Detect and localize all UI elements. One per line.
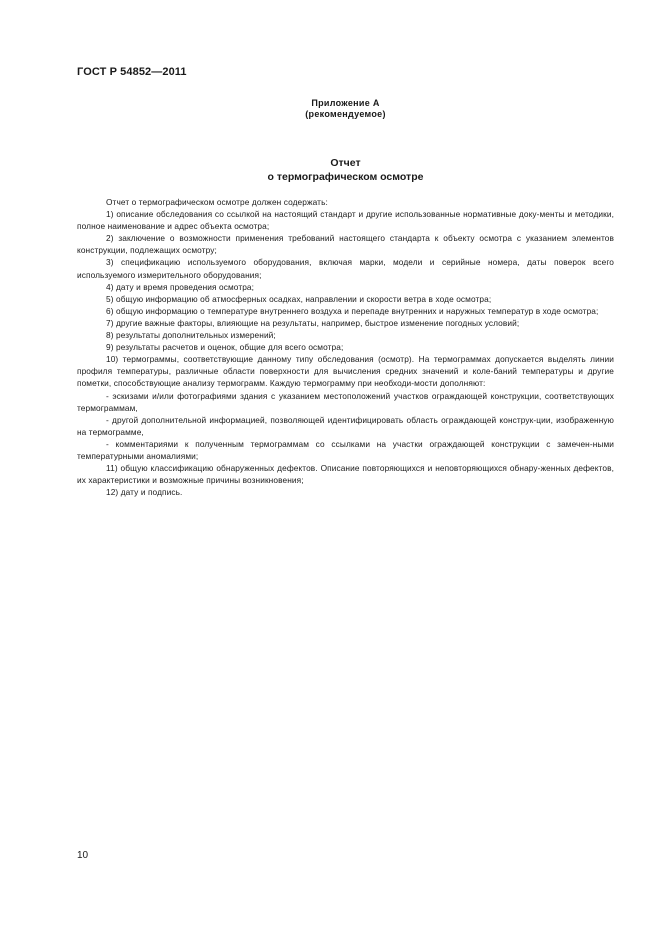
list-item-4: 4) дату и время проведения осмотра;: [106, 281, 255, 292]
sub-item-comments: - комментариями к полученным термограммам со ссылками на участки ограждающей конструкции с замечен-ными температурными аномалиями;: [77, 438, 614, 461]
list-item-10: 10) термограммы, соответствующие данному типу обследования (осмотр). На термограммах допускается выделять линии профиля температуры, различные области поверхности для вычисления средних значений и коле-баний температуры и другие пометки, способствующие анализу термограмм. Каждую термограмму при необходи-мости дополняют:: [77, 354, 614, 389]
list-item-9: 9) результаты расчетов и оценок, общие для всего осмотра;: [106, 342, 344, 353]
annex-heading: [0, 98, 661, 120]
sub-item-sketches: - эскизами и/или фотографиями здания с указанием местоположений участков ограждающей конструкции, соответствующих термограммам,: [77, 390, 614, 413]
report-body: [77, 196, 614, 498]
list-item-7: 7) другие важные факторы, влияющие на результаты, например, быстрое изменение погодных условий;: [106, 317, 520, 328]
intro-paragraph: Отчет о термографическом осмотре должен содержать:: [106, 197, 328, 207]
list-item-12: 12) дату и подпись.: [106, 487, 183, 498]
title-line-1: Отчет: [330, 157, 361, 169]
list-item-6: 6) общую информацию о температуре внутреннего воздуха и перепаде внутренних и наружных температур в ходе осмотра;: [106, 305, 599, 316]
list-item-3: 3) спецификацию используемого оборудования, включая марки, модели и серийные номера, даты поверок всего используемого измерительного оборудования;: [77, 257, 614, 280]
title-line-2: о термографическом осмотре: [267, 170, 424, 183]
annex-label: Приложение А: [311, 98, 380, 108]
sub-item-additional-info: - другой дополнительной информацией, позволяющей идентифицировать область ограждающей конструк-ции, изображенную на термограмме,: [77, 414, 614, 437]
annex-kind: (рекомендуемое): [305, 109, 386, 119]
list-item-11: 11) общую классификацию обнаруженных дефектов. Описание повторяющихся и неповторяющихся обнару-женных дефектов, их характеристики и возможные причины возникновения;: [77, 463, 614, 486]
list-item-5: 5) общую информацию об атмосферных осадках, направлении и скорости ветра в ходе осмотра;: [106, 293, 492, 304]
document-code: ГОСТ Р 54852—2011: [77, 66, 187, 78]
section-title: [0, 157, 661, 184]
list-item-2: 2) заключение о возможности применения требований настоящего стандарта к объекту осмотра с указанием элементов конструкции, подлежащих осмотру;: [77, 233, 614, 256]
page-number: 10: [77, 850, 89, 861]
list-item-8: 8) результаты дополнительных измерений;: [106, 330, 276, 341]
list-item-1: 1) описание обследования со ссылкой на настоящий стандарт и другие использованные нормативные доку-менты и методики, полное наименование и адрес объекта осмотра;: [77, 209, 614, 232]
